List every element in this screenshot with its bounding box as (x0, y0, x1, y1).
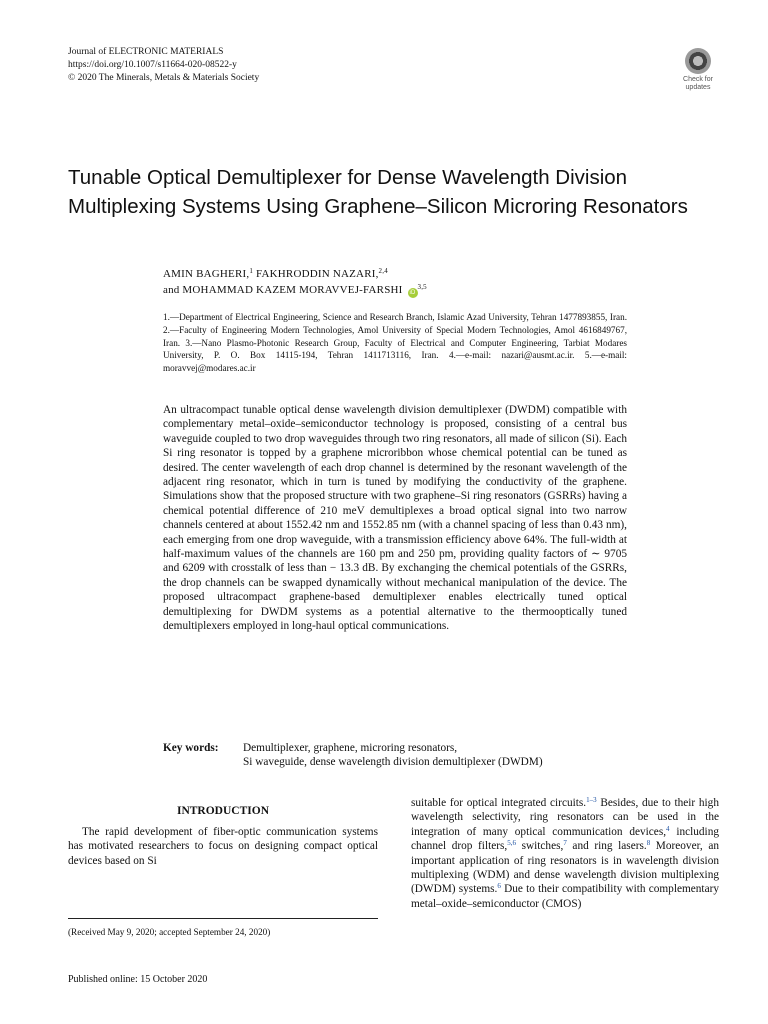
citation-link[interactable]: 6 (497, 882, 501, 891)
keywords-line-2: Si waveguide, dense wavelength division demultiplexer (DWDM) (243, 756, 543, 769)
citation-link[interactable]: 7 (563, 839, 567, 848)
author-2: FAKHRODDIN NAZARI, (253, 268, 379, 280)
author-1: AMIN BAGHERI, (163, 268, 250, 280)
intro-left-column: The rapid development of fiber-optic communication systems has motivated researchers to focus on designing compact optical devices based on Si (68, 826, 378, 867)
author-3: and MOHAMMAD KAZEM MORAVVEJ-FARSHI (163, 284, 403, 296)
citation-link[interactable]: 8 (646, 839, 651, 848)
check-for-updates-badge[interactable] (677, 48, 719, 90)
author-3-affil: 3,5 (417, 283, 427, 291)
section-heading-introduction: INTRODUCTION (176, 805, 269, 817)
keywords (163, 741, 633, 770)
doi-link[interactable]: https://doi.org/10.1007/s11664-020-08522-y (68, 60, 237, 70)
orcid-icon[interactable]: iD (409, 290, 416, 296)
article-title: Tunable Optical Demultiplexer for Dense Wavelength Division Multiplexing Systems Using Graphene–Silicon Microring Resonators (68, 166, 688, 218)
author-1-affil: 1 (249, 267, 254, 275)
copyright-line: © 2020 The Minerals, Metals & Materials Society (68, 73, 260, 83)
badge-line-1: Check for (683, 76, 713, 83)
author-list (163, 266, 643, 298)
intro-right-column: suitable for optical integrated circuits.$^{1-3}$ Besides, due to their high wavelength selectivity, ring resonators can be used in the integration of many optical communication devices,$^4$ including channel drop filters,$^{5,6}$ switches,$^7$ and ring lasers.$^8$ Moreover, an important application of ring resonators is in wavelength division multiplexing (WDM) and dense wavelength division multiplexing (DWDM) systems.$^6$ Due to their compatibility with complementary metal–oxide–semiconductor (CMOS) (411, 796, 719, 910)
citation-link[interactable]: 4 (666, 824, 670, 833)
published-online: Published online: 15 October 2020 (68, 974, 208, 985)
citation-link[interactable]: 1–3 (586, 796, 597, 804)
abstract: An ultracompact tunable optical dense wavelength division demultiplexer (DWDM) compatible with complementary metal–oxide–semiconductor technology is proposed, consisting of a central bus waveguide coupled to two drop waveguides through two ring resonators, all made of silicon (Si). Each Si ring resonator is topped by a graphene microribbon whose chemical potential can be tuned as desired. The center wavelength of each drop channel is determined by the resonant wavelength of the adjacent ring resonator, which in turn is tuned by modifying the conductivity of the graphene. Simulations show that the proposed structure with two graphene–Si ring resonators (GSRRs) having a chemical potential difference of 210 meV demultiplexes a broad optical signal into two narrow channels centered at about 1552.42 nm and 1552.85 nm (with a channel spacing of less than 0.43 nm), each emerging from one drop waveguide, with a transmission efficiency above 64%. The full-width at half-maximum values of the channels are 160 pm and 250 pm, providing quality factors of ∼ 9705 and 6209 with crosstalk of less than − 13.3 dB. By exchanging the chemical potentials of the GSRRs, the drop channels can be swapped dynamically without mechanical manipulation of the device. The proposed ultracompact graphene-based demultiplexer enables electrically tuned optical demultiplexing for DWDM systems as a potential alternative to the thermooptically tuned demultiplexers employed in long-haul optical communications. (163, 404, 627, 633)
crossmark-icon (685, 48, 711, 74)
keywords-line-1: Demultiplexer, graphene, microring resonators, (243, 742, 458, 754)
journal-name: Journal of ELECTRONIC MATERIALS (68, 47, 224, 57)
footnote-divider (68, 918, 378, 919)
received-dates: (Received May 9, 2020; accepted September 24, 2020) (68, 927, 271, 937)
keywords-label: Key words: (163, 742, 219, 754)
author-2-affil: 2,4 (378, 267, 388, 275)
affiliations: 1.—Department of Electrical Engineering, Science and Research Branch, Islamic Azad University, Tehran 1477893855, Iran. 2.—Faculty of Engineering Modern Technologies, Amol University of Special Modern Technologies, Amol 4616849767, Iran. 3.—Nano Plasmo-Photonic Research Group, Faculty of Electrical and Computer Engineering, Tarbiat Modares University, P. O. Box 14115-194, Tehran 1411713116, Iran. 4.—e-mail: nazari@ausmt.ac.ir. 5.—e-mail: moravvej@modares.ac.ir (163, 312, 627, 374)
badge-line-2: updates (685, 84, 711, 91)
citation-link[interactable]: 5,6 (507, 839, 516, 848)
